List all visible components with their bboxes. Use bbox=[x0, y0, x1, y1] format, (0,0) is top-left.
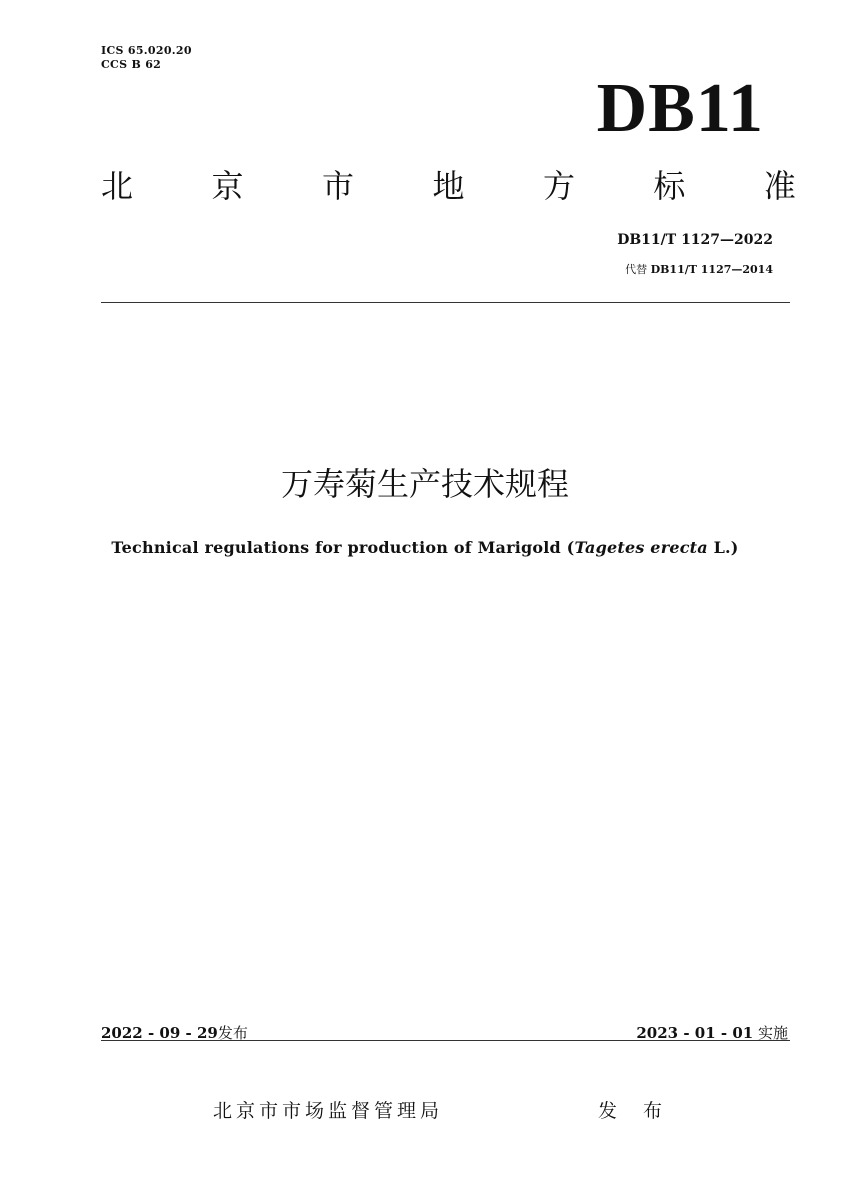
replaces-line bbox=[625, 261, 773, 277]
implement-label: 实施 bbox=[757, 1024, 788, 1042]
local-standard-char: 北 bbox=[101, 167, 134, 205]
ccs-code: CCS B 62 bbox=[101, 58, 162, 71]
replaces-label: 代替 bbox=[625, 263, 648, 276]
chinese-title: 万寿菊生产技术规程 bbox=[280, 465, 569, 503]
publish-label: 发布 bbox=[217, 1024, 248, 1042]
header-divider bbox=[101, 302, 790, 303]
local-standard-char: 地 bbox=[432, 167, 465, 205]
classification-codes bbox=[101, 44, 192, 72]
ics-code: ICS 65.020.20 bbox=[101, 44, 192, 57]
local-standard-char: 标 bbox=[653, 167, 686, 205]
local-standard-char: 京 bbox=[211, 167, 244, 205]
english-title-prefix: Technical regulations for production of Marigold ( bbox=[111, 538, 575, 557]
standard-code-logo: DB11 bbox=[596, 70, 764, 147]
local-standard-char: 方 bbox=[542, 167, 575, 205]
implement-date: 2023 - 01 - 01 bbox=[636, 1024, 754, 1042]
local-standard-title bbox=[101, 166, 796, 206]
local-standard-char: 准 bbox=[763, 167, 796, 205]
english-title-species: Tagetes erecta bbox=[574, 538, 708, 557]
replaces-number: DB11/T 1127—2014 bbox=[650, 263, 773, 276]
english-title-suffix: L.) bbox=[707, 538, 739, 557]
issuing-authority: 北京市市场监督管理局 bbox=[213, 1100, 444, 1122]
english-title bbox=[0, 538, 850, 557]
footer-divider bbox=[101, 1040, 790, 1041]
local-standard-char: 市 bbox=[321, 167, 354, 205]
issue-label: 发 布 bbox=[598, 1100, 673, 1122]
standard-number: DB11/T 1127—2022 bbox=[617, 232, 773, 248]
publish-date: 2022 - 09 - 29 bbox=[101, 1024, 218, 1042]
